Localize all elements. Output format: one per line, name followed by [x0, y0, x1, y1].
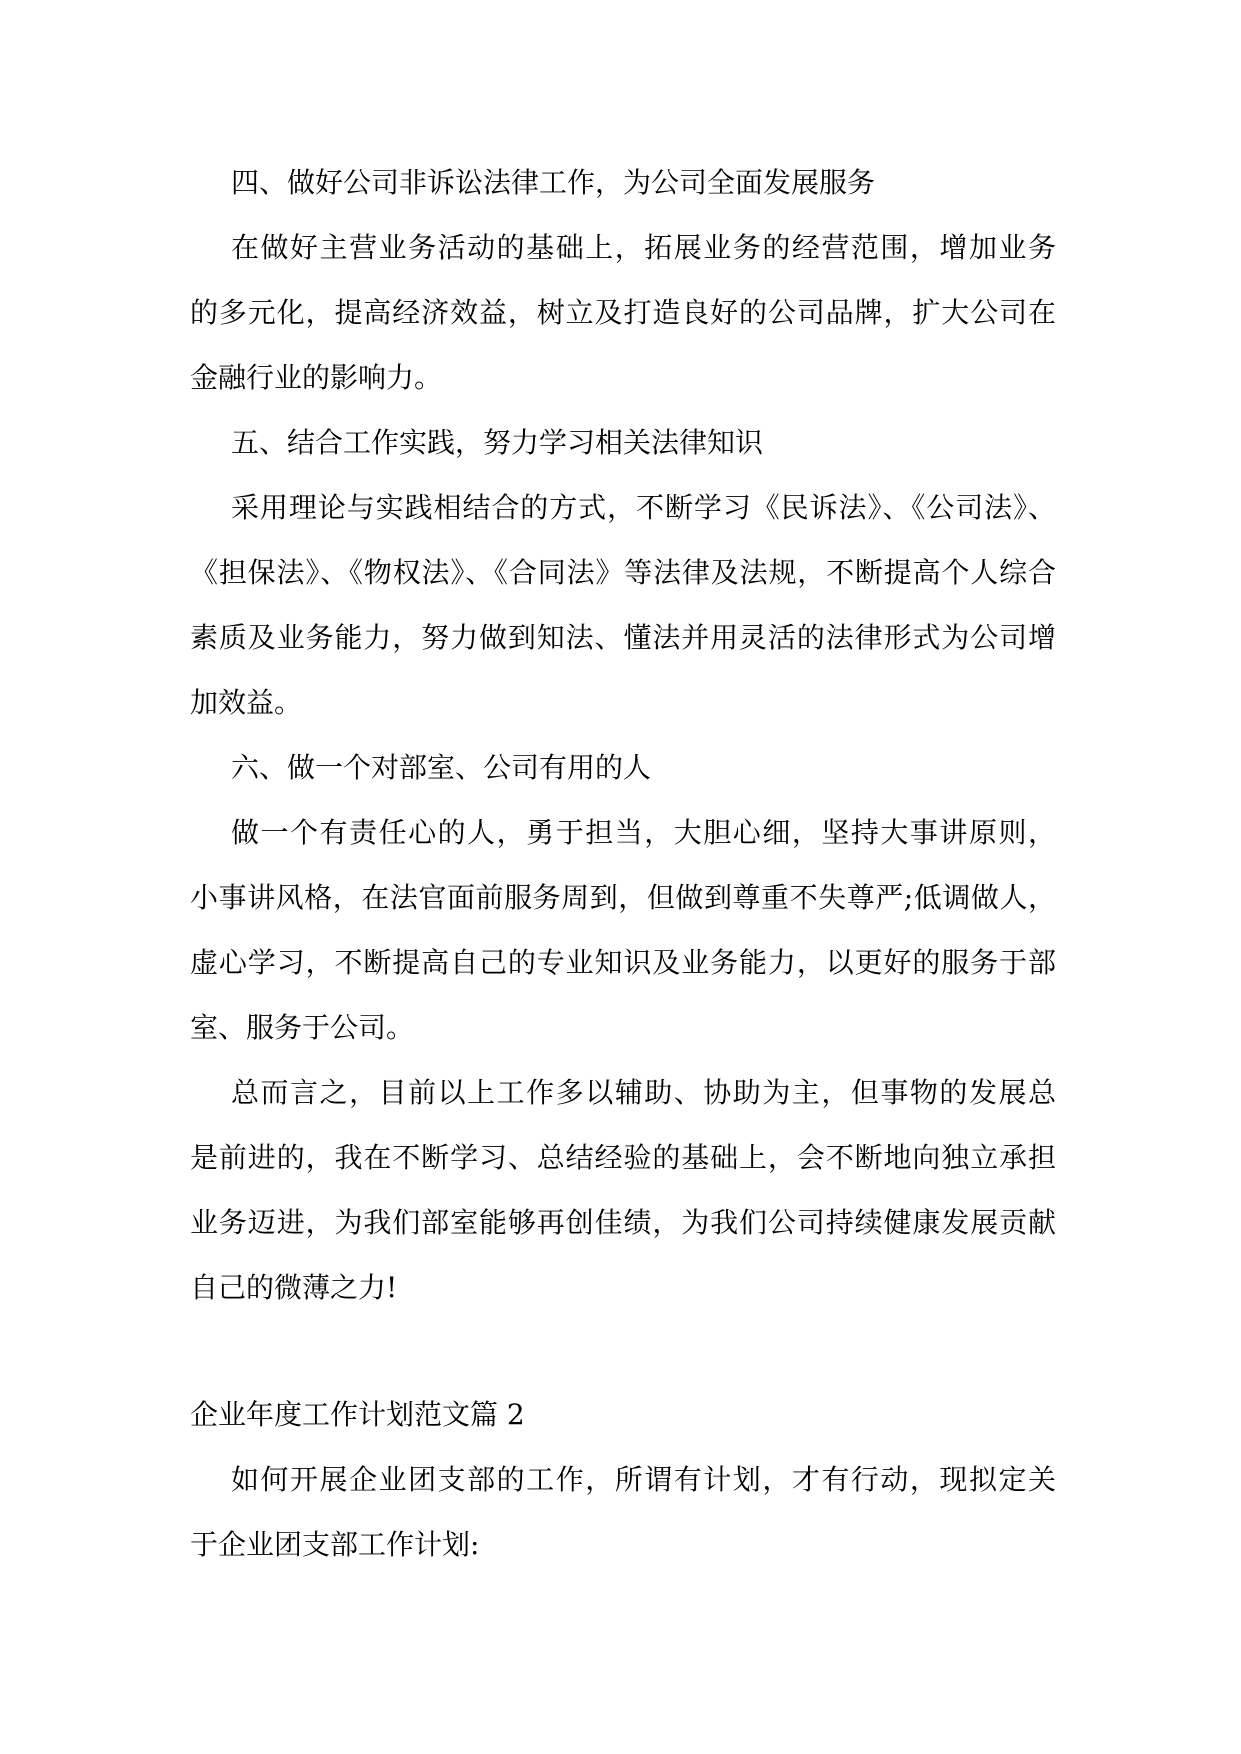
paragraph-line: 做一个有责任心的人，勇于担当，大胆心细，坚持大事讲原则，	[231, 816, 1056, 849]
paragraph-line: 于企业团支部工作计划:	[190, 1528, 480, 1561]
paragraph-line: 如何开展企业团支部的工作，所谓有计划，才有行动，现拟定关	[231, 1463, 1056, 1496]
paragraph-line: 总而言之，目前以上工作多以辅助、协助为主，但事物的发展总	[231, 1076, 1056, 1109]
paragraph-line: 采用理论与实践相结合的方式，不断学习《民诉法》、《公司法》、	[231, 491, 1056, 524]
paragraph-line: 小事讲风格，在法官面前服务周到，但做到尊重不失尊严;低调做人，	[190, 881, 1056, 914]
paragraph-line: 业务迈进，为我们部室能够再创佳绩，为我们公司持续健康发展贡献	[190, 1206, 1056, 1239]
section-5-heading: 五、结合工作实践，努力学习相关法律知识	[231, 426, 764, 459]
section-spacer	[190, 1320, 1056, 1382]
paragraph-line: 室、服务于公司。	[190, 1011, 415, 1044]
section-4-heading: 四、做好公司非诉讼法律工作，为公司全面发展服务	[231, 166, 876, 199]
paragraph-line: 在做好主营业务活动的基础上，拓展业务的经营范围，增加业务	[231, 231, 1056, 264]
paragraph-line: 《担保法》、《物权法》、《合同法》等法律及法规，不断提高个人综合	[190, 556, 1056, 589]
paragraph-line: 虚心学习，不断提高自己的专业知识及业务能力，以更好的服务于部	[190, 946, 1056, 979]
paragraph-line: 是前进的，我在不断学习、总结经验的基础上，会不断地向独立承担	[190, 1141, 1056, 1174]
document-page	[190, 150, 1056, 1577]
paragraph-line: 自己的微薄之力!	[190, 1271, 398, 1304]
paragraph-line: 金融行业的影响力。	[190, 361, 443, 394]
article-title: 企业年度工作计划范文篇 2	[190, 1398, 525, 1431]
paragraph-line: 的多元化，提高经济效益，树立及打造良好的公司品牌，扩大公司在	[190, 296, 1056, 329]
paragraph-line: 加效益。	[190, 686, 303, 719]
paragraph-line: 素质及业务能力，努力做到知法、懂法并用灵活的法律形式为公司增	[190, 621, 1056, 654]
section-6-heading: 六、做一个对部室、公司有用的人	[231, 751, 652, 784]
